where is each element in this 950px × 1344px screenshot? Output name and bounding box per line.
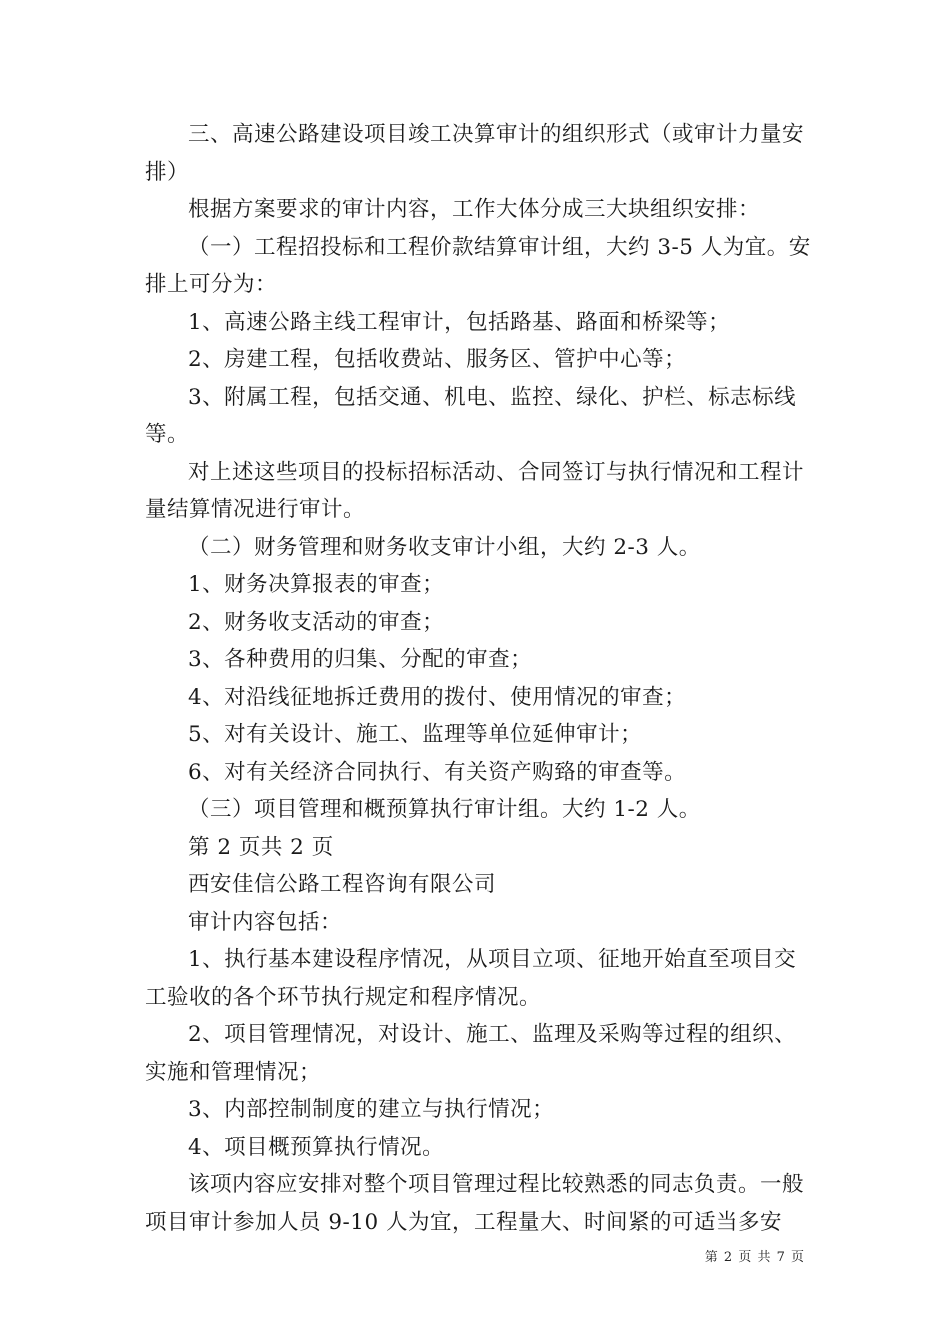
paragraph-intro: 根据方案要求的审计内容，工作大体分成三大块组织安排：: [188, 197, 761, 222]
paragraph-section-heading: 三、高速公路建设项目竣工决算审计的组织形式（或审计力量安排）: [145, 122, 805, 185]
list-item: 2、房建工程，包括收费站、服务区、管护中心等；: [188, 347, 687, 372]
company-name: 西安佳信公路工程咨询有限公司: [188, 872, 497, 897]
page-footer-number: 第 2 页 共 7 页: [704, 1250, 805, 1265]
paragraph-audit-scope: 对上述这些项目的投标招标活动、合同签订与执行情况和工程计量结算情况进行审计。: [145, 459, 805, 522]
list-item: 1、财务决算报表的审查；: [188, 572, 445, 597]
paragraph-group-three: （三）项目管理和概预算执行审计组。大约 1-2 人。: [188, 797, 701, 822]
list-item: 5、对有关设计、施工、监理等单位延伸审计；: [188, 722, 643, 747]
list-item: 4、对沿线征地拆迁费用的拨付、使用情况的审查；: [188, 684, 687, 710]
list-item: 3、内部控制制度的建立与执行情况；: [188, 1097, 555, 1122]
paragraph-staffing: 该项内容应安排对整个项目管理过程比较熟悉的同志负责。一般项目审计参加人员 9-10 人为宜，工程量大、时间紧的可适当多安: [145, 1172, 805, 1235]
list-item: 6、对有关经济合同执行、有关资产购臵的审查等。: [188, 759, 687, 785]
list-item: 1、执行基本建设程序情况，从项目立项、征地开始直至项目交工验收的各个环节执行规定和程序情况。: [145, 947, 797, 1010]
document-body: [145, 116, 815, 1241]
embedded-page-number: 第 2 页共 2 页: [188, 834, 334, 860]
list-item: 3、附属工程，包括交通、机电、监控、绿化、护栏、标志标线等。: [145, 384, 797, 447]
paragraph-audit-content-heading: 审计内容包括：: [188, 909, 343, 935]
list-item: 2、项目管理情况，对设计、施工、监理及采购等过程的组织、实施和管理情况；: [145, 1022, 797, 1085]
list-item: 3、各种费用的归集、分配的审查；: [188, 647, 533, 672]
paragraph-group-two: （二）财务管理和财务收支审计小组，大约 2-3 人。: [188, 534, 701, 560]
paragraph-group-one: （一）工程招投标和工程价款结算审计组，大约 3-5 人为宜。安排上可分为：: [145, 234, 811, 297]
list-item: 2、财务收支活动的审查；: [188, 609, 445, 635]
list-item: 4、项目概预算执行情况。: [188, 1134, 445, 1160]
list-item: 1、高速公路主线工程审计，包括路基、路面和桥梁等；: [188, 309, 731, 335]
